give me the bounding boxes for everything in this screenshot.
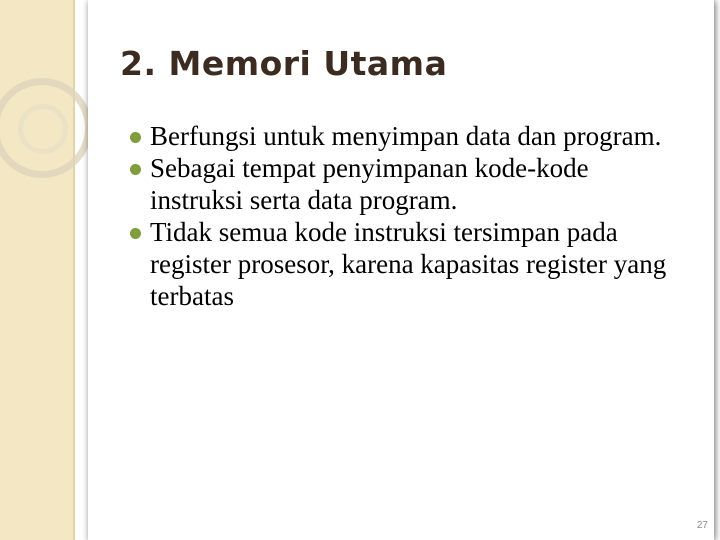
strip-border bbox=[73, 0, 75, 540]
bullet-text: Berfungsi untuk menyimpan data dan program. bbox=[150, 121, 662, 151]
slide-title: 2. Memori Utama bbox=[120, 44, 448, 83]
bullet-text: Sebagai tempat penyimpanan kode-kode instruksi serta data program. bbox=[150, 153, 589, 215]
bullet-dot-icon bbox=[130, 164, 141, 175]
bullet-dot-icon bbox=[130, 228, 141, 239]
page-number: 27 bbox=[696, 520, 708, 531]
bullet-item bbox=[127, 120, 687, 152]
bullet-list bbox=[127, 120, 687, 312]
bullet-dot-icon bbox=[130, 132, 141, 143]
bullet-text: Tidak semua kode instruksi tersimpan pada register prosesor, karena kapasitas register yang terbatas bbox=[150, 217, 667, 311]
bullet-item bbox=[127, 152, 687, 216]
bullet-item bbox=[127, 216, 687, 312]
decorative-ring-inner bbox=[18, 104, 68, 154]
